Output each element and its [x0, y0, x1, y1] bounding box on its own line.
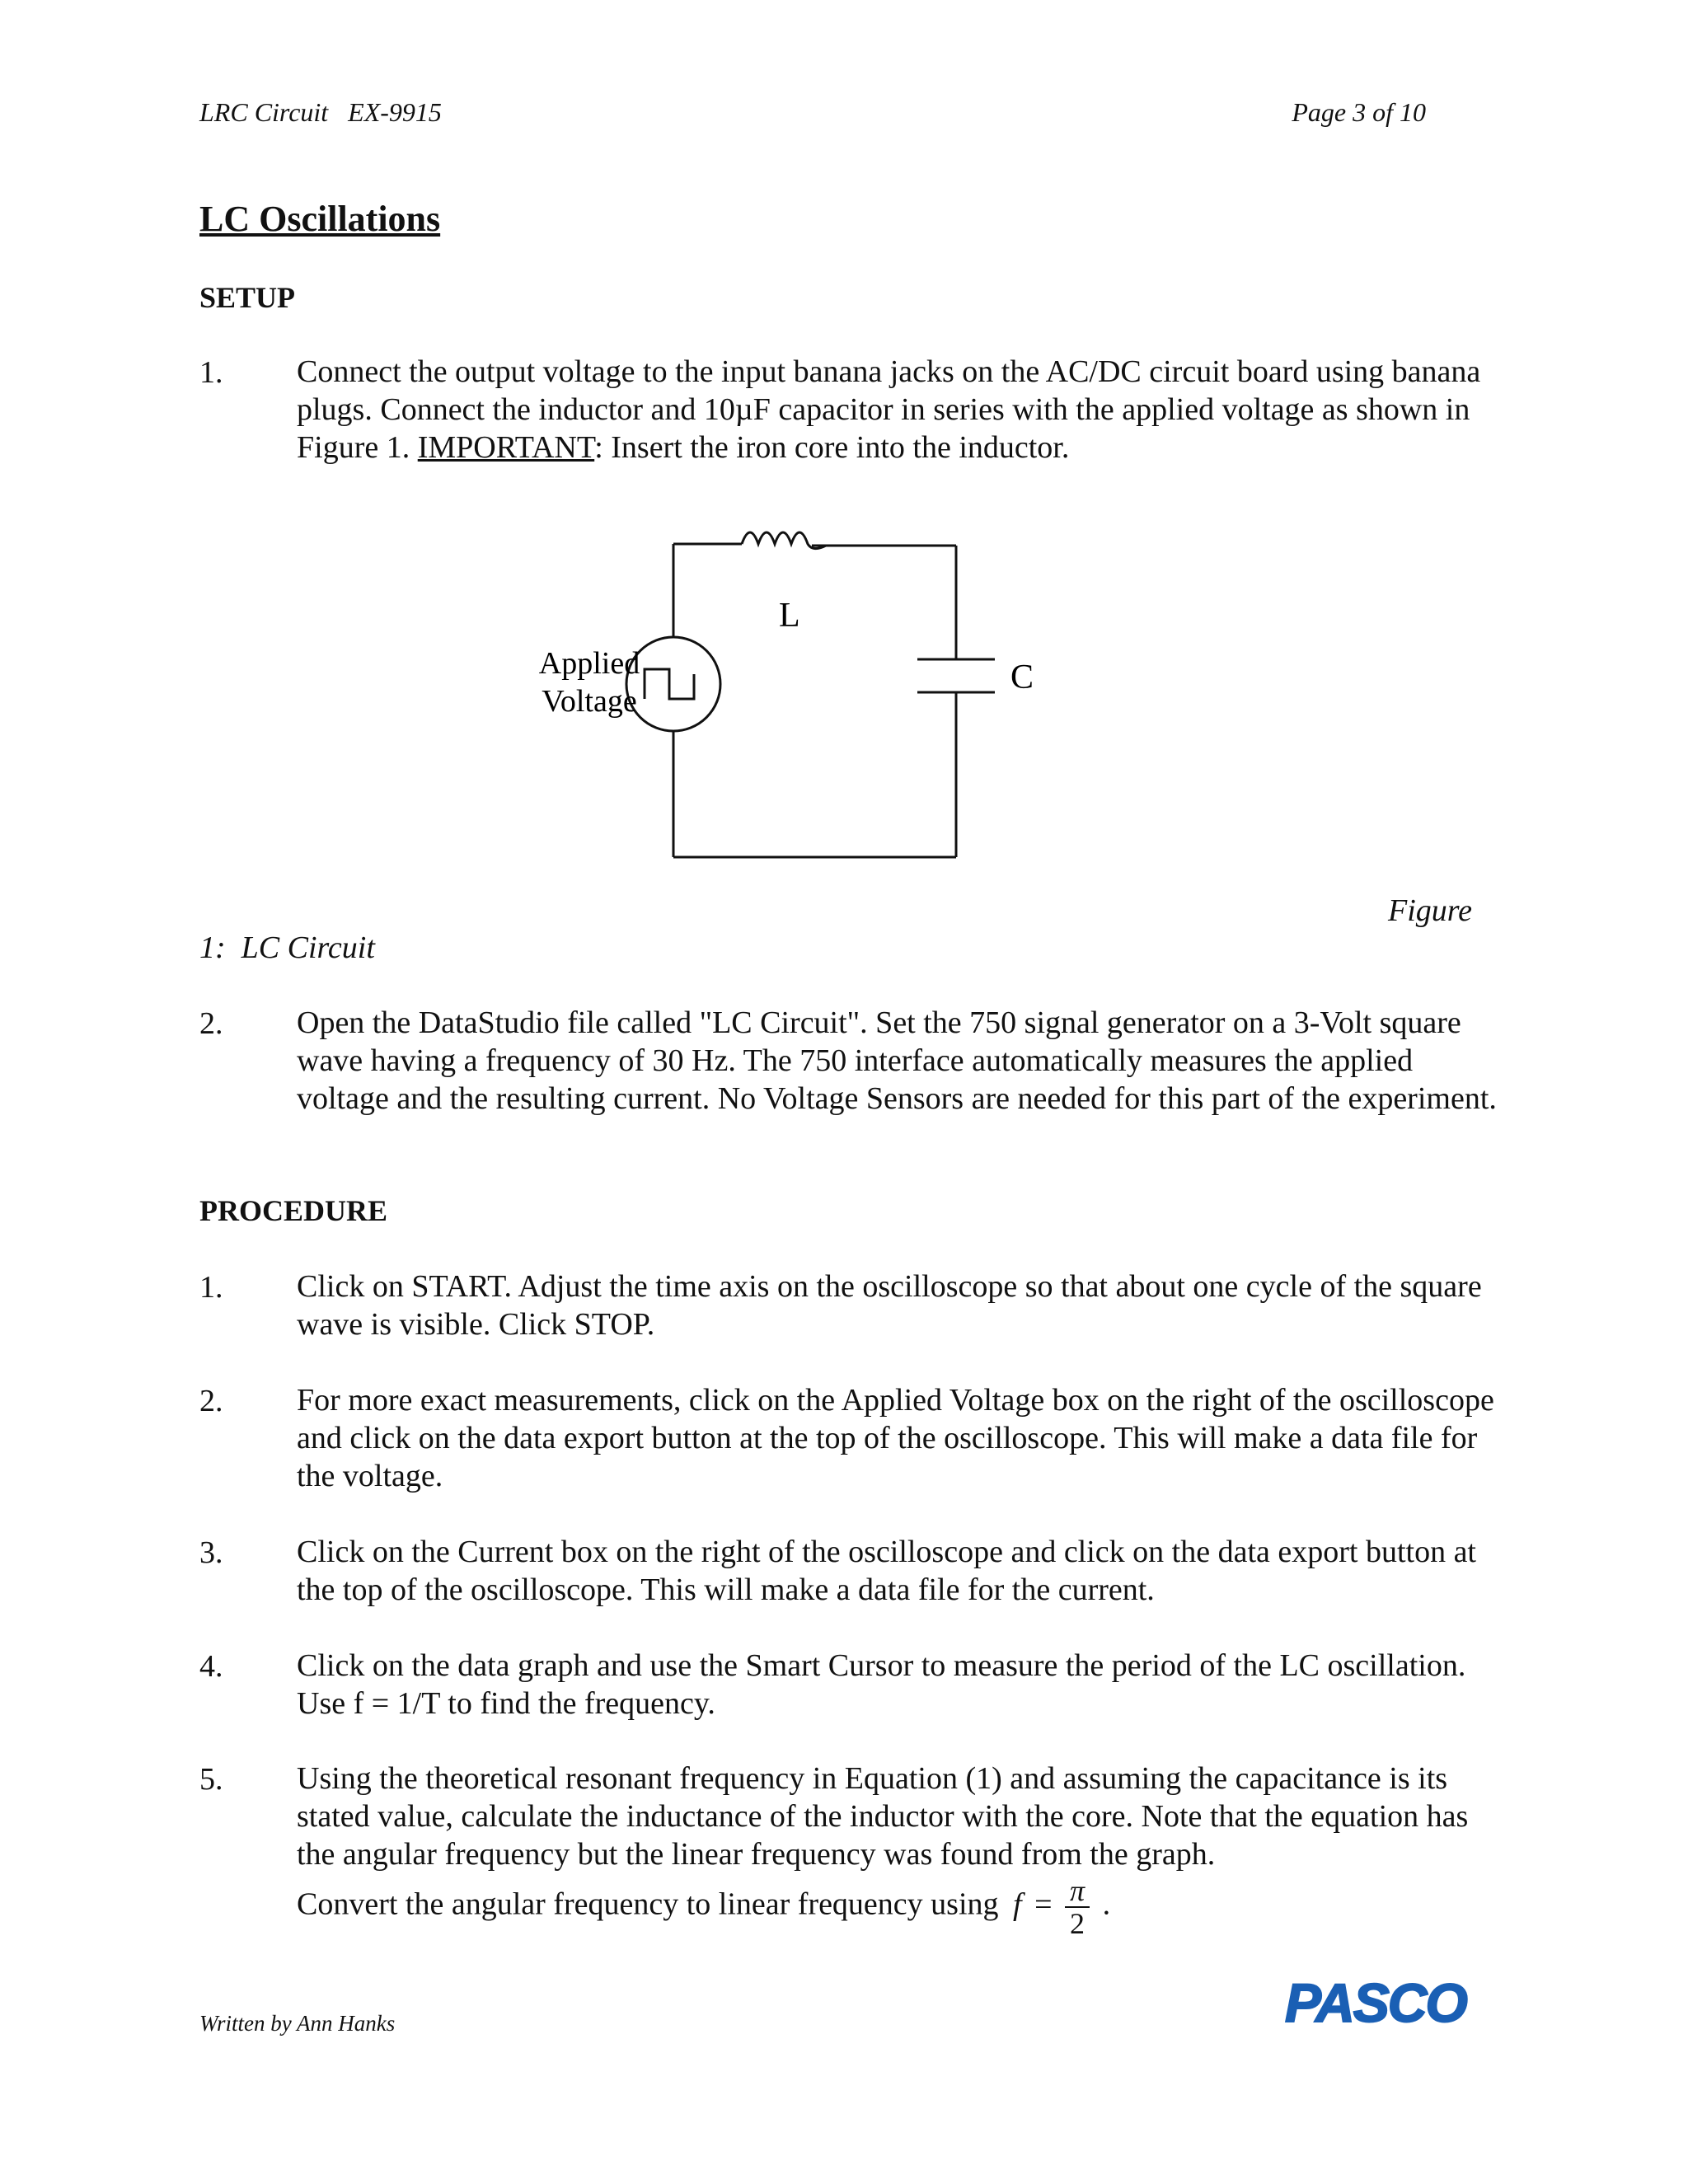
procedure-step3-number: 3. — [199, 1535, 223, 1570]
setup-heading: SETUP — [199, 281, 296, 314]
pasco-logo-text: PASCO — [1285, 1974, 1466, 2032]
formula-period: . — [1102, 1886, 1111, 1922]
procedure-step5-number: 5. — [199, 1762, 223, 1797]
lc-circuit-diagram — [462, 511, 1039, 874]
figure-caption-part2: 1: LC Circuit — [199, 930, 375, 965]
procedure-step5-text: Using the theoretical resonant frequency in Equation (1) and assuming the capacitance is its stated value, calculate the inductance of the inductor with the core. Note that the equation has the angular frequency but the linear frequency was found from the graph. — [297, 1761, 1469, 1872]
square-wave-icon — [645, 669, 694, 699]
source-label-line2: Voltage — [542, 684, 637, 719]
figure-caption-part1: Figure — [1387, 893, 1472, 928]
source-label-line1: Applied — [538, 646, 640, 681]
procedure-step1-text: Click on START. Adjust the time axis on the oscilloscope so that about one cycle of the square wave is visible. Click STOP. — [297, 1269, 1482, 1342]
procedure-heading: PROCEDURE — [199, 1194, 388, 1227]
formula-numerator: π — [1065, 1875, 1090, 1908]
inductor-label: L — [779, 597, 800, 635]
procedure-step2-text: For more exact measurements, click on the Applied Voltage box on the right of the oscilloscope and click on the data export button at the top of the oscilloscope. This will make a data file for the voltage. — [297, 1383, 1494, 1493]
setup-step2-number: 2. — [199, 1006, 223, 1041]
setup-step1-text — [297, 353, 1500, 466]
important-label: IMPORTANT — [417, 430, 595, 465]
setup-step2-text: Open the DataStudio file called "LC Circuit". Set the 750 signal generator on a 3-Volt square wave having a frequency of 30 Hz. The 750 interface automatically measures the applied voltage and the resulting current. No Voltage Sensors are needed for this part of the experiment. — [297, 1005, 1497, 1116]
procedure-step4-number: 4. — [199, 1649, 223, 1684]
formula-denominator: 2 — [1070, 1907, 1085, 1940]
procedure-step2-number: 2. — [199, 1384, 223, 1418]
procedure-step1-number: 1. — [199, 1270, 223, 1305]
setup-step1-number: 1. — [199, 355, 223, 390]
voltage-source-circle — [626, 637, 720, 731]
procedure-step4-text: Click on the data graph and use the Smart Cursor to measure the period of the LC oscillation. Use f = 1/T to find the frequency. — [297, 1648, 1466, 1721]
footer-author: Written by Ann Hanks — [199, 2011, 396, 2036]
convert-text: Convert the angular frequency to linear frequency using — [297, 1886, 999, 1922]
pasco-logo — [1282, 1974, 1479, 2032]
setup-step1-text-b: : Insert the iron core into the inductor. — [594, 430, 1070, 465]
capacitor-label: C — [1010, 658, 1034, 696]
formula-variable: f — [1013, 1886, 1022, 1922]
formula-equals: = — [1034, 1886, 1053, 1922]
header-page-number: Page 3 of 10 — [1292, 97, 1426, 127]
section-title: LC Oscillations — [199, 199, 441, 239]
procedure-step5-convert — [297, 1875, 1500, 1939]
header-doc-title: LRC Circuit EX-9915 — [199, 97, 442, 127]
formula-fraction — [1065, 1875, 1090, 1939]
procedure-step3-text: Click on the Current box on the right of the oscilloscope and click on the data export button at the top of the oscilloscope. This will make a data file for the current. — [297, 1535, 1476, 1607]
setup-step1-text-a: Connect the output voltage to the input banana jacks on the AC/DC circuit board using banana plugs. Connect the inductor and 10µF capacitor in series with the applied voltage as shown in Figure 1. — [297, 354, 1481, 465]
